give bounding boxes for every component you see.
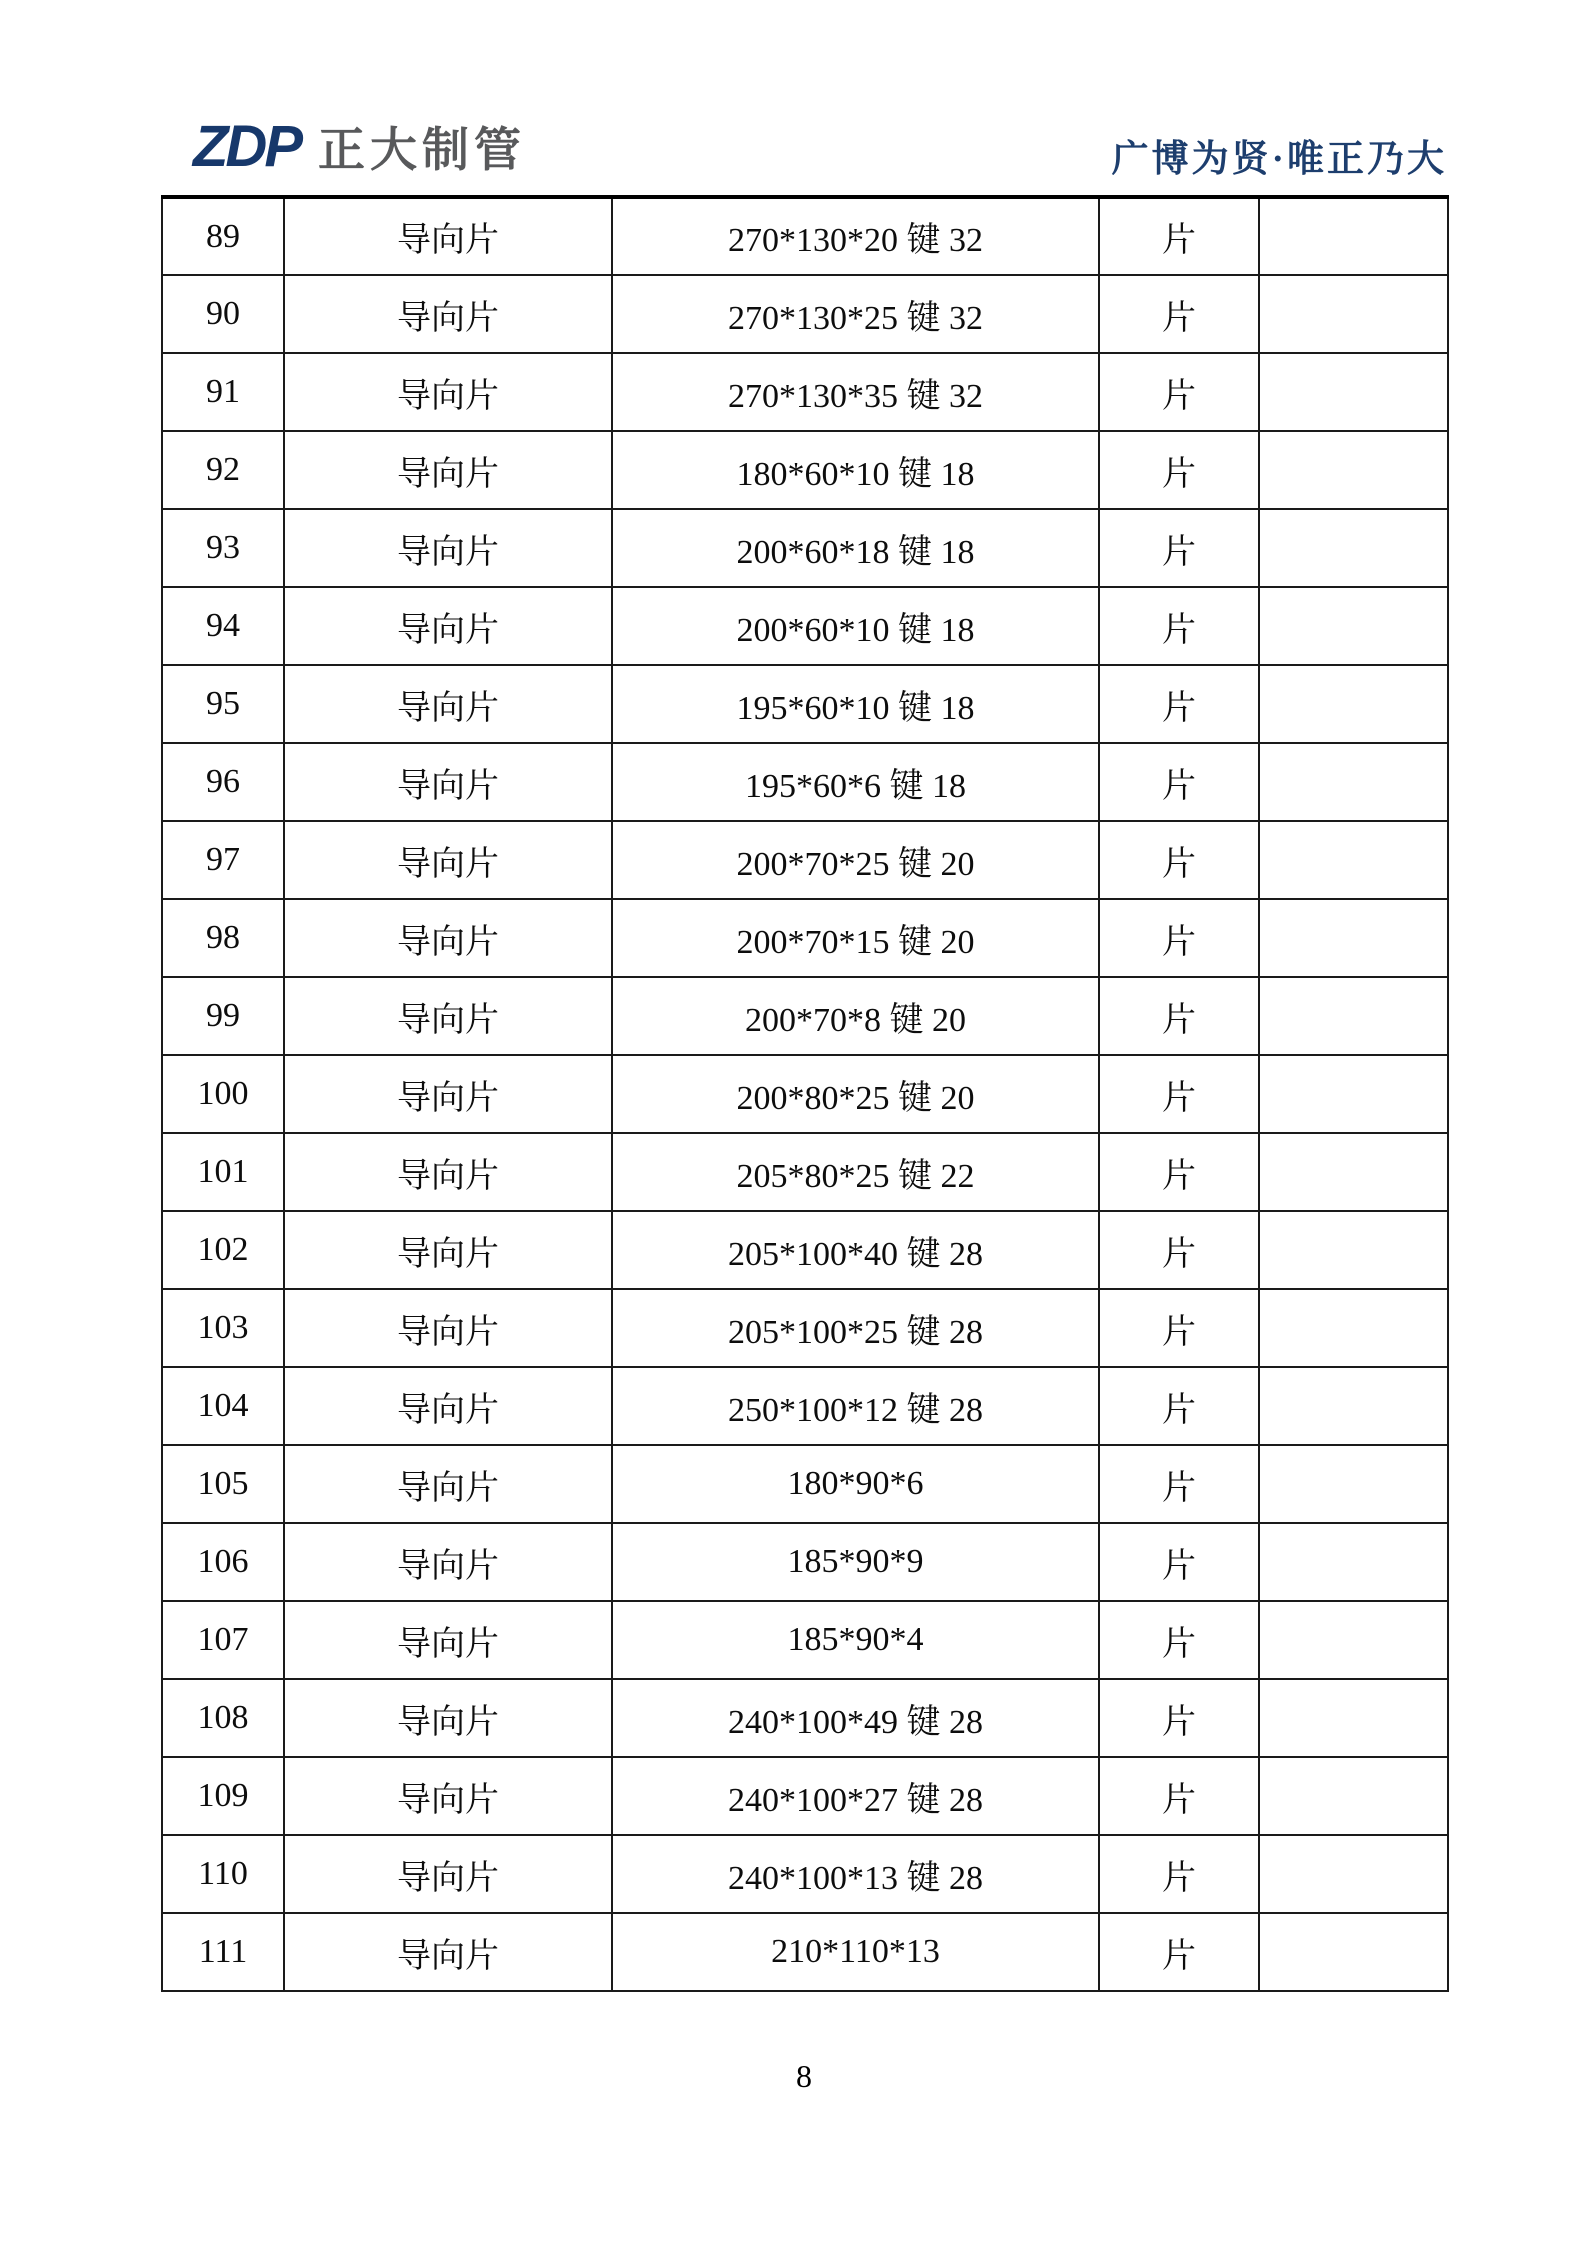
row-number-cell: 95 xyxy=(162,665,284,743)
table-row xyxy=(162,1523,1448,1601)
page-number: 8 xyxy=(796,2058,812,2094)
row-number-cell: 102 xyxy=(162,1211,284,1289)
row-number-cell: 109 xyxy=(162,1757,284,1835)
item-note-cell xyxy=(1259,1367,1448,1445)
item-name-cell: 导向片 xyxy=(284,1757,612,1835)
item-unit-cell: 片 xyxy=(1099,1367,1259,1445)
item-note-cell xyxy=(1259,1133,1448,1211)
item-note-cell xyxy=(1259,1757,1448,1835)
table-row xyxy=(162,197,1448,275)
item-spec-cell: 180*90*6 xyxy=(612,1445,1099,1523)
item-spec-cell: 185*90*9 xyxy=(612,1523,1099,1601)
item-unit-cell: 片 xyxy=(1099,977,1259,1055)
item-spec-cell: 195*60*6 键 18 xyxy=(612,743,1099,821)
item-spec-cell: 185*90*4 xyxy=(612,1601,1099,1679)
table-row xyxy=(162,1289,1448,1367)
row-number-cell: 90 xyxy=(162,275,284,353)
item-note-cell xyxy=(1259,1835,1448,1913)
item-name-cell: 导向片 xyxy=(284,743,612,821)
table-row xyxy=(162,1679,1448,1757)
row-number-cell: 91 xyxy=(162,353,284,431)
item-unit-cell: 片 xyxy=(1099,1679,1259,1757)
item-spec-cell: 250*100*12 键 28 xyxy=(612,1367,1099,1445)
zdp-logo-icon: ZDP xyxy=(193,114,300,179)
item-unit-cell: 片 xyxy=(1099,743,1259,821)
item-spec-cell: 240*100*13 键 28 xyxy=(612,1835,1099,1913)
table-row xyxy=(162,899,1448,977)
row-number-cell: 106 xyxy=(162,1523,284,1601)
table-row xyxy=(162,743,1448,821)
table-row xyxy=(162,353,1448,431)
item-name-cell: 导向片 xyxy=(284,1913,612,1991)
item-unit-cell: 片 xyxy=(1099,1523,1259,1601)
item-unit-cell: 片 xyxy=(1099,1445,1259,1523)
item-note-cell xyxy=(1259,977,1448,1055)
table-row xyxy=(162,665,1448,743)
item-note-cell xyxy=(1259,1055,1448,1133)
row-number-cell: 111 xyxy=(162,1913,284,1991)
table-row xyxy=(162,1601,1448,1679)
item-name-cell: 导向片 xyxy=(284,821,612,899)
item-name-cell: 导向片 xyxy=(284,353,612,431)
table-row xyxy=(162,431,1448,509)
item-unit-cell: 片 xyxy=(1099,275,1259,353)
item-note-cell xyxy=(1259,353,1448,431)
parts-table xyxy=(161,195,1449,1992)
table-row xyxy=(162,1055,1448,1133)
item-unit-cell: 片 xyxy=(1099,665,1259,743)
item-unit-cell: 片 xyxy=(1099,1289,1259,1367)
item-spec-cell: 240*100*27 键 28 xyxy=(612,1757,1099,1835)
item-unit-cell: 片 xyxy=(1099,821,1259,899)
table-row xyxy=(162,977,1448,1055)
item-name-cell: 导向片 xyxy=(284,1601,612,1679)
item-note-cell xyxy=(1259,1913,1448,1991)
item-note-cell xyxy=(1259,743,1448,821)
item-name-cell: 导向片 xyxy=(284,1211,612,1289)
item-spec-cell: 200*70*25 键 20 xyxy=(612,821,1099,899)
item-spec-cell: 270*130*35 键 32 xyxy=(612,353,1099,431)
row-number-cell: 92 xyxy=(162,431,284,509)
table-row xyxy=(162,1445,1448,1523)
item-spec-cell: 205*100*40 键 28 xyxy=(612,1211,1099,1289)
item-note-cell xyxy=(1259,899,1448,977)
row-number-cell: 100 xyxy=(162,1055,284,1133)
item-name-cell: 导向片 xyxy=(284,1055,612,1133)
row-number-cell: 96 xyxy=(162,743,284,821)
item-unit-cell: 片 xyxy=(1099,587,1259,665)
item-spec-cell: 200*70*15 键 20 xyxy=(612,899,1099,977)
item-unit-cell: 片 xyxy=(1099,1211,1259,1289)
item-note-cell xyxy=(1259,1601,1448,1679)
row-number-cell: 93 xyxy=(162,509,284,587)
row-number-cell: 110 xyxy=(162,1835,284,1913)
item-note-cell xyxy=(1259,587,1448,665)
table-row xyxy=(162,1367,1448,1445)
row-number-cell: 94 xyxy=(162,587,284,665)
item-spec-cell: 270*130*25 键 32 xyxy=(612,275,1099,353)
item-unit-cell: 片 xyxy=(1099,1757,1259,1835)
row-number-cell: 89 xyxy=(162,197,284,275)
company-slogan: 广博为贤·唯正乃大 xyxy=(1111,139,1447,180)
item-name-cell: 导向片 xyxy=(284,1445,612,1523)
row-number-cell: 104 xyxy=(162,1367,284,1445)
item-unit-cell: 片 xyxy=(1099,899,1259,977)
table-row xyxy=(162,1835,1448,1913)
row-number-cell: 99 xyxy=(162,977,284,1055)
item-spec-cell: 210*110*13 xyxy=(612,1913,1099,1991)
table-row xyxy=(162,1133,1448,1211)
item-unit-cell: 片 xyxy=(1099,1913,1259,1991)
item-name-cell: 导向片 xyxy=(284,1679,612,1757)
item-name-cell: 导向片 xyxy=(284,509,612,587)
item-spec-cell: 200*70*8 键 20 xyxy=(612,977,1099,1055)
item-spec-cell: 200*80*25 键 20 xyxy=(612,1055,1099,1133)
item-note-cell xyxy=(1259,1211,1448,1289)
item-note-cell xyxy=(1259,275,1448,353)
item-note-cell xyxy=(1259,1523,1448,1601)
item-note-cell xyxy=(1259,1445,1448,1523)
item-spec-cell: 205*80*25 键 22 xyxy=(612,1133,1099,1211)
row-number-cell: 103 xyxy=(162,1289,284,1367)
item-spec-cell: 195*60*10 键 18 xyxy=(612,665,1099,743)
item-unit-cell: 片 xyxy=(1099,353,1259,431)
row-number-cell: 107 xyxy=(162,1601,284,1679)
item-name-cell: 导向片 xyxy=(284,1835,612,1913)
table-row xyxy=(162,275,1448,353)
row-number-cell: 108 xyxy=(162,1679,284,1757)
item-name-cell: 导向片 xyxy=(284,1289,612,1367)
item-spec-cell: 200*60*10 键 18 xyxy=(612,587,1099,665)
item-spec-cell: 205*100*25 键 28 xyxy=(612,1289,1099,1367)
item-unit-cell: 片 xyxy=(1099,197,1259,275)
item-unit-cell: 片 xyxy=(1099,1835,1259,1913)
item-name-cell: 导向片 xyxy=(284,665,612,743)
item-name-cell: 导向片 xyxy=(284,431,612,509)
row-number-cell: 105 xyxy=(162,1445,284,1523)
company-name: 正大制管 xyxy=(318,123,526,176)
table-row xyxy=(162,1913,1448,1991)
item-unit-cell: 片 xyxy=(1099,509,1259,587)
item-note-cell xyxy=(1259,1289,1448,1367)
item-name-cell: 导向片 xyxy=(284,587,612,665)
item-note-cell xyxy=(1259,1679,1448,1757)
row-number-cell: 97 xyxy=(162,821,284,899)
item-spec-cell: 200*60*18 键 18 xyxy=(612,509,1099,587)
item-name-cell: 导向片 xyxy=(284,977,612,1055)
item-name-cell: 导向片 xyxy=(284,275,612,353)
table-row xyxy=(162,509,1448,587)
item-unit-cell: 片 xyxy=(1099,1601,1259,1679)
item-name-cell: 导向片 xyxy=(284,1367,612,1445)
item-note-cell xyxy=(1259,665,1448,743)
item-spec-cell: 180*60*10 键 18 xyxy=(612,431,1099,509)
item-unit-cell: 片 xyxy=(1099,1055,1259,1133)
item-note-cell xyxy=(1259,197,1448,275)
table-row xyxy=(162,1757,1448,1835)
row-number-cell: 101 xyxy=(162,1133,284,1211)
item-unit-cell: 片 xyxy=(1099,431,1259,509)
item-name-cell: 导向片 xyxy=(284,899,612,977)
item-name-cell: 导向片 xyxy=(284,1133,612,1211)
table-row xyxy=(162,821,1448,899)
item-note-cell xyxy=(1259,821,1448,899)
item-name-cell: 导向片 xyxy=(284,1523,612,1601)
table-row xyxy=(162,587,1448,665)
company-logo xyxy=(193,114,526,179)
row-number-cell: 98 xyxy=(162,899,284,977)
table-row xyxy=(162,1211,1448,1289)
item-spec-cell: 270*130*20 键 32 xyxy=(612,197,1099,275)
item-unit-cell: 片 xyxy=(1099,1133,1259,1211)
item-name-cell: 导向片 xyxy=(284,197,612,275)
item-spec-cell: 240*100*49 键 28 xyxy=(612,1679,1099,1757)
item-note-cell xyxy=(1259,509,1448,587)
item-note-cell xyxy=(1259,431,1448,509)
